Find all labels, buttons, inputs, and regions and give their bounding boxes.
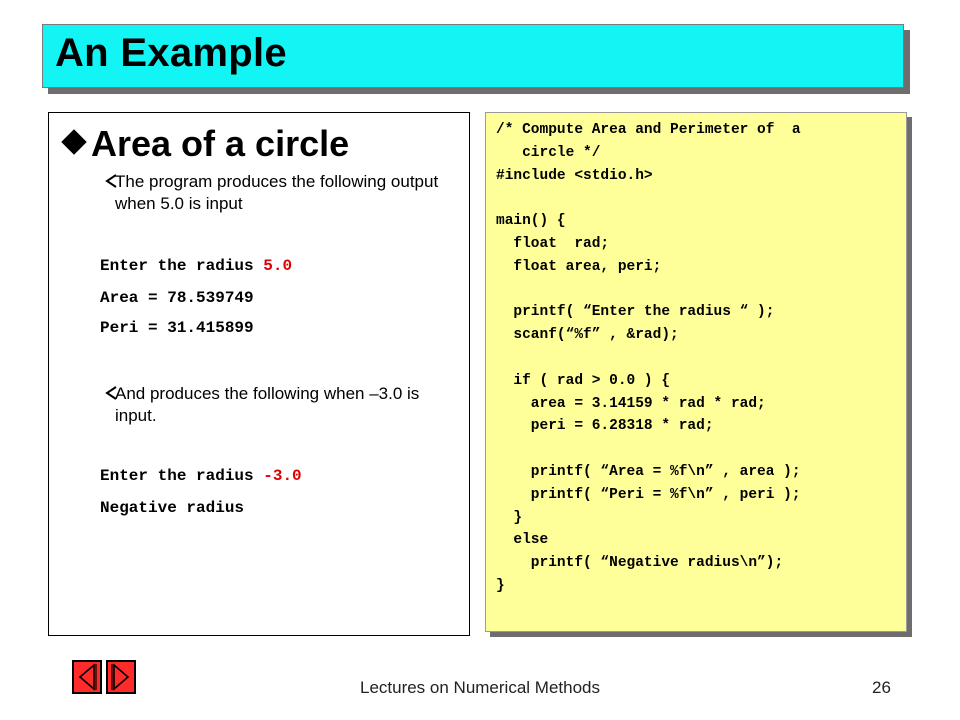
output-line: Negative radius xyxy=(100,499,245,517)
description-text-1: The program produces the following output when 5.0 is input xyxy=(115,172,439,213)
code-line: scanf(“%f” , &rad); xyxy=(496,327,679,344)
code-line xyxy=(496,279,801,302)
output-input-value: 5.0 xyxy=(263,257,293,275)
code-line xyxy=(496,187,801,210)
code-line: printf( “Peri = %f\n” , peri ); xyxy=(496,486,801,503)
code-line: #include <stdio.h> xyxy=(496,167,653,184)
slide-title: An Example xyxy=(55,31,287,75)
output-input-value: -3.0 xyxy=(263,467,302,485)
code-line: area = 3.14159 * rad * rad; xyxy=(496,395,766,412)
code-line: printf( “Area = %f\n” , area ); xyxy=(496,463,801,480)
code-line: if ( rad > 0.0 ) { xyxy=(496,372,671,389)
code-panel xyxy=(485,112,907,632)
content-panel xyxy=(48,112,470,636)
section-heading: Area of a circle xyxy=(91,123,350,164)
code-line: float area, peri; xyxy=(496,258,662,275)
footer-title: Lectures on Numerical Methods xyxy=(359,678,600,697)
page-number: 26 xyxy=(872,678,891,697)
code-line: } xyxy=(496,577,505,594)
title-bar xyxy=(42,24,904,88)
code-line xyxy=(496,347,801,370)
description-text-2: And produces the following when –3.0 is input. xyxy=(115,384,420,425)
output-line xyxy=(100,257,292,275)
code-line: printf( “Enter the radius “ ); xyxy=(496,304,775,321)
output-prompt: Enter the radius xyxy=(100,467,264,485)
code-line: else xyxy=(496,532,549,549)
code-block xyxy=(496,119,801,598)
output-line xyxy=(100,467,302,485)
code-line: } xyxy=(496,509,523,526)
output-line: Area = 78.539749 xyxy=(100,289,254,307)
code-line: /* Compute Area and Perimeter of a xyxy=(496,122,801,138)
code-line: main() { xyxy=(496,213,566,230)
code-line xyxy=(496,438,801,461)
code-line: peri = 6.28318 * rad; xyxy=(496,418,714,435)
code-line: printf( “Negative radius\n”); xyxy=(496,555,784,572)
code-line: circle */ xyxy=(496,144,601,161)
code-line: float rad; xyxy=(496,235,610,252)
output-line: Peri = 31.415899 xyxy=(100,319,254,337)
bullet-icon xyxy=(61,121,87,164)
output-prompt: Enter the radius xyxy=(100,257,264,275)
